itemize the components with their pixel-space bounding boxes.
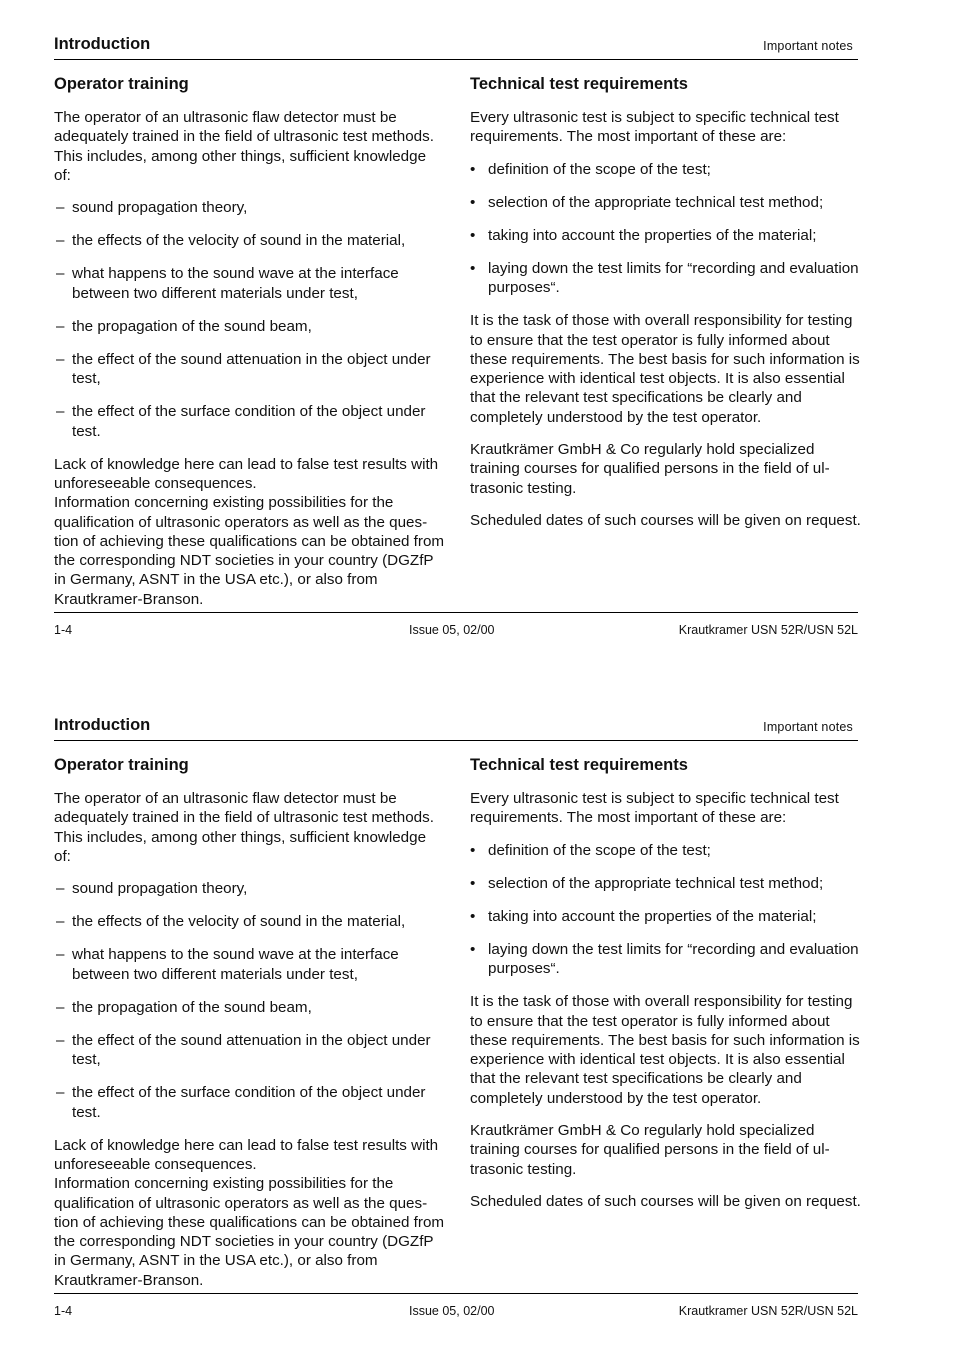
- training-courses-paragraph: Krautkrämer GmbH & Co regularly hold specialized training courses for qualified persons in the field of ultrasonic testing.: [470, 441, 830, 497]
- list-item: – the effect of the surface condition of the object under test.: [54, 1083, 446, 1122]
- page-number: 1-4: [54, 1304, 73, 1318]
- list-item: – sound propagation theory,: [54, 879, 446, 898]
- responsibility-paragraph: It is the task of those with overall responsibility for testing to ensure that the test operator is fully informed about these requirements. The best basis for such information is experience with identical test objects. It is also essential that the relevant test specifications be clearly and completely understood by the test operator.: [470, 993, 860, 1107]
- responsibility-paragraph: It is the task of those with overall responsibility for testing to ensure that the test operator is fully informed about these requirements. The best basis for such information is experience with identical test objects. It is also essential that the relevant test specifications be clearly and completely understood by the test operator.: [470, 312, 860, 426]
- list-item: • taking into account the properties of the material;: [470, 226, 862, 245]
- test-requirements-column: [470, 755, 862, 1211]
- list-item: – the effect of the sound attenuation in the object under test,: [54, 350, 446, 389]
- header-subsection: Important notes: [763, 720, 853, 734]
- list-item: • selection of the appropriate technical test method;: [470, 193, 862, 212]
- operator-training-intro: The operator of an ultrasonic flaw detector must be adequately trained in the field of ultrasonic test methods. This includes, among other things, sufficient knowledge of:: [54, 109, 434, 184]
- operator-training-column: [54, 755, 446, 1290]
- operator-training-heading: Operator training: [54, 756, 189, 774]
- list-item: – the effects of the velocity of sound in the material,: [54, 912, 446, 931]
- list-item: – the effect of the surface condition of the object under test.: [54, 402, 446, 441]
- list-item: – the effects of the velocity of sound in the material,: [54, 231, 446, 250]
- test-requirements-intro: Every ultrasonic test is subject to specific technical test requirements. The most important of these are:: [470, 109, 839, 146]
- knowledge-list: [54, 198, 446, 441]
- knowledge-list: [54, 879, 446, 1122]
- list-item: • definition of the scope of the test;: [470, 160, 862, 179]
- page-footer: [54, 612, 858, 635]
- list-item: • laying down the test limits for “recording and evaluation purposes“.: [470, 259, 862, 298]
- list-item: • selection of the appropriate technical test method;: [470, 874, 862, 893]
- list-item: – sound propagation theory,: [54, 198, 446, 217]
- list-item: – what happens to the sound wave at the interface between two different materials under test,: [54, 945, 446, 984]
- list-item: – what happens to the sound wave at the interface between two different materials under test,: [54, 264, 446, 303]
- product-name: Krautkramer USN 52R/USN 52L: [678, 1304, 858, 1318]
- test-requirements-intro: Every ultrasonic test is subject to specific technical test requirements. The most important of these are:: [470, 790, 839, 827]
- page-header: [54, 715, 858, 741]
- list-item: – the propagation of the sound beam,: [54, 317, 446, 336]
- requirements-list: [470, 160, 862, 298]
- training-courses-paragraph: Krautkrämer GmbH & Co regularly hold specialized training courses for qualified persons in the field of ultrasonic testing.: [470, 1122, 830, 1178]
- list-item: – the propagation of the sound beam,: [54, 998, 446, 1017]
- test-requirements-column: [470, 74, 862, 530]
- list-item: – the effect of the sound attenuation in the object under test,: [54, 1031, 446, 1070]
- qualification-paragraph: Information concerning existing possibilities for the qualification of ultrasonic operators as well as the question of achieving these qualifications can be obtained from the corresponding NDT societies in your country (DGZfP in Germany, ASNT in the USA etc.), or also from Krautkramer-Branson.: [54, 494, 445, 608]
- header-section-title: Introduction: [54, 35, 151, 53]
- operator-training-intro: The operator of an ultrasonic flaw detector must be adequately trained in the field of ultrasonic test methods. This includes, among other things, sufficient knowledge of:: [54, 790, 434, 865]
- consequences-paragraph: Lack of knowledge here can lead to false test results with unforeseeable consequences.: [54, 455, 439, 492]
- list-item: • laying down the test limits for “recording and evaluation purposes“.: [470, 940, 862, 979]
- header-subsection: Important notes: [763, 39, 853, 53]
- product-name: Krautkramer USN 52R/USN 52L: [678, 623, 858, 637]
- scheduled-dates-paragraph: Scheduled dates of such courses will be given on request.: [470, 1192, 861, 1210]
- issue-label: Issue 05, 02/00: [409, 623, 495, 637]
- operator-training-heading: Operator training: [54, 75, 189, 93]
- header-section-title: Introduction: [54, 716, 151, 734]
- test-requirements-heading: Technical test requirements: [470, 75, 688, 93]
- page-footer: [54, 1293, 858, 1316]
- list-item: • taking into account the properties of the material;: [470, 907, 862, 926]
- scheduled-dates-paragraph: Scheduled dates of such courses will be given on request.: [470, 511, 861, 529]
- test-requirements-heading: Technical test requirements: [470, 756, 688, 774]
- consequences-paragraph: Lack of knowledge here can lead to false test results with unforeseeable consequences.: [54, 1136, 439, 1173]
- page-header: [54, 34, 858, 60]
- requirements-list: [470, 841, 862, 979]
- list-item: • definition of the scope of the test;: [470, 841, 862, 860]
- page-number: 1-4: [54, 623, 73, 637]
- operator-training-column: [54, 74, 446, 609]
- qualification-paragraph: Information concerning existing possibilities for the qualification of ultrasonic operators as well as the question of achieving these qualifications can be obtained from the corresponding NDT societies in your country (DGZfP in Germany, ASNT in the USA etc.), or also from Krautkramer-Branson.: [54, 1175, 445, 1289]
- issue-label: Issue 05, 02/00: [409, 1304, 495, 1318]
